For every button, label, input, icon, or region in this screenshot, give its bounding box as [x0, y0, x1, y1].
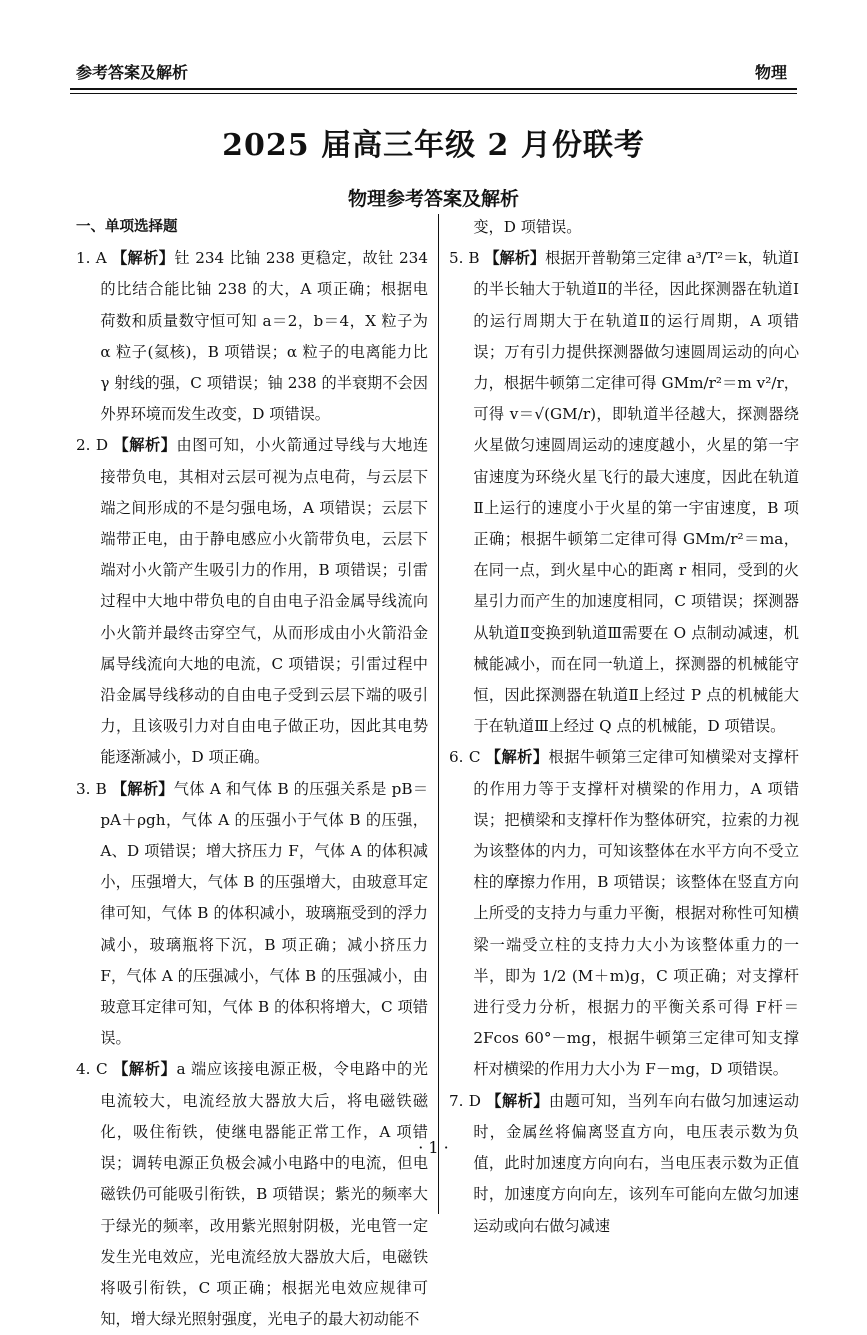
page-number: · 1 · — [418, 1138, 449, 1157]
analysis-tag: 【解析】 — [111, 779, 174, 798]
analysis-tag: 【解析】 — [113, 436, 177, 455]
right-column — [449, 212, 799, 1242]
answer-item-4 — [76, 1054, 428, 1335]
analysis-tag: 【解析】 — [485, 748, 549, 767]
answer-item-5 — [449, 243, 799, 742]
answer-text: 由图可知，小火箭通过导线与大地连接带负电，其相对云层可视为点电荷，与云层下端之间形成的不是匀强电场，A 项错误；云层下端带正电，由于静电感应小火箭带负电，云层下端对小火箭产生吸引力的作用，B 项错误；引雷过程中大地中带负电的自由电子沿金属导线流向小火箭并最终击穿空气，从而形成由小火箭沿金属导线流向大地的电流，C 项错误；引雷过程中沿金属导线移动的自由电子受到云层下端的吸引力，且该吸引力对自由电子做正功，因此其电势能逐渐减小，D 项正确。 — [100, 436, 429, 767]
page-subtitle: 物理参考答案及解析 — [347, 188, 519, 210]
answer-text: a 端应该接电源正极，令电路中的光电流较大，电流经放大器放大后，将电磁铁磁化，吸住衔铁，使继电器能正常工作，A 项错误；调转电源正负极会减小电路中的电流，但电磁铁仍可能吸引衔铁，B 项错误；紫光的频率大于绿光的频率，改用紫光照射阴极，光电管一定发生光电效应，光电流经放大器放大后，电磁铁将吸引衔铁，C 项正确；根据光电效应规律可知，增大绿光照射强度，光电子的最大初动能不 — [100, 1060, 428, 1329]
column-divider — [438, 214, 439, 1214]
left-column — [76, 212, 428, 1335]
answer-item-3 — [76, 774, 428, 1055]
header-subject: 物理 — [754, 63, 787, 82]
section-heading: 一、单项选择题 — [76, 219, 178, 235]
page-title: 2025 届高三年级 2 月份联考 — [222, 128, 645, 163]
answer-text: 根据开普勒第三定律 a³/T²＝k，轨道Ⅰ的半长轴大于轨道Ⅱ的半径，因此探测器在轨道Ⅰ的运行周期大于在轨道Ⅱ的运行周期，A 项错误；万有引力提供探测器做匀速圆周运动的向心力，根据牛顿第二定律可得 GMm/r²＝m v²/r，可得 v＝√(GM/r)，即轨道半径越大，探测器绕火星做匀速圆周运动的速度越小，火星的第一宇宙速度为环绕火星飞行的最大速度，因此在轨道Ⅱ上运行的速度小于火星的第一宇宙速度，B 项正确；根据牛顿第二定律可得 GMm/r²＝ma，在同一点，到火星中心的距离 r 相同，受到的火星引力而产生的加速度相同，C 项错误；探测器从轨道Ⅱ变换到轨道Ⅲ需要在 O 点制动减速，机械能减小，而在同一轨道上，探测器的机械能守恒，因此探测器在轨道Ⅱ上经过 P 点的机械能大于在轨道Ⅲ上经过 Q 点的机械能，D 项错误。 — [473, 249, 800, 736]
answer-item-7 — [449, 1086, 799, 1242]
answer-item-4-continued: 变，D 项错误。 — [473, 218, 582, 236]
answer-number: 4. C — [76, 1060, 108, 1079]
header-rule-thick — [70, 88, 797, 90]
answer-item-1 — [76, 243, 428, 430]
analysis-tag: 【解析】 — [111, 249, 175, 268]
answer-item-2 — [76, 430, 428, 773]
answer-number: 3. B — [76, 779, 107, 798]
answer-number: 5. B — [449, 249, 480, 268]
header-rule-thin — [70, 93, 797, 94]
answer-text: 钍 234 比铀 238 更稳定，故钍 234 的比结合能比铀 238 的大，A 项正确；根据电荷数和质量数守恒可知 a＝2，b＝4，X 粒子为 α 粒子(氦核)，B 项错误；α 粒子的电离能力比 γ 射线的强，C 项错误；铀 238 的半衰期不会因外界环境而发生改变，D 项错误。 — [100, 249, 428, 424]
answer-text: 气体 A 和气体 B 的压强关系是 pB＝pA＋ρgh，气体 A 的压强小于气体 B 的压强，A、D 项错误；增大挤压力 F，气体 A 的体积减小，压强增大，气体 B 的压强增大，由玻意耳定律可知，气体 B 的体积减小，玻璃瓶受到的浮力减小，玻璃瓶将下沉，B 项正确；减小挤压力 F，气体 A 的压强减小，气体 B 的压强减小，由玻意耳定律可知，气体 B 的体积将增大，C 项错误。 — [100, 779, 429, 1048]
analysis-tag: 【解析】 — [486, 1091, 549, 1110]
analysis-tag: 【解析】 — [484, 249, 546, 268]
analysis-tag: 【解析】 — [113, 1060, 177, 1079]
answer-number: 2. D — [76, 436, 109, 455]
answer-number: 6. C — [449, 748, 481, 767]
answer-number: 7. D — [449, 1091, 481, 1110]
answer-number: 1. A — [76, 249, 107, 268]
answer-text: 由题可知，当列车向右做匀加速运动时，金属丝将偏离竖直方向，电压表示数为负值，此时加速度方向向右，当电压表示数为正值时，加速度方向向左，该列车可能向左做匀加速运动或向右做匀减速 — [473, 1091, 800, 1235]
header-left: 参考答案及解析 — [76, 63, 189, 82]
answer-item-6 — [449, 742, 799, 1085]
answer-text: 根据牛顿第三定律可知横梁对支撑杆的作用力等于支撑杆对横梁的作用力，A 项错误；把横梁和支撑杆作为整体研究，拉索的力视为该整体的内力，可知该整体在水平方向不受立柱的摩擦力作用，B 项错误；该整体在竖直方向上所受的支持力与重力平衡，根据对称性可知横梁一端受立柱的支持力大小为该整体重力的一半，即为 1/2 (M＋m)g，C 项正确；对支撑杆进行受力分析，根据力的平衡关系可得 F杆＝2Fcos 60°－mg，根据牛顿第三定律可知支撑杆对横梁的作用力大小为 F－mg，D 项错误。 — [473, 748, 799, 1079]
